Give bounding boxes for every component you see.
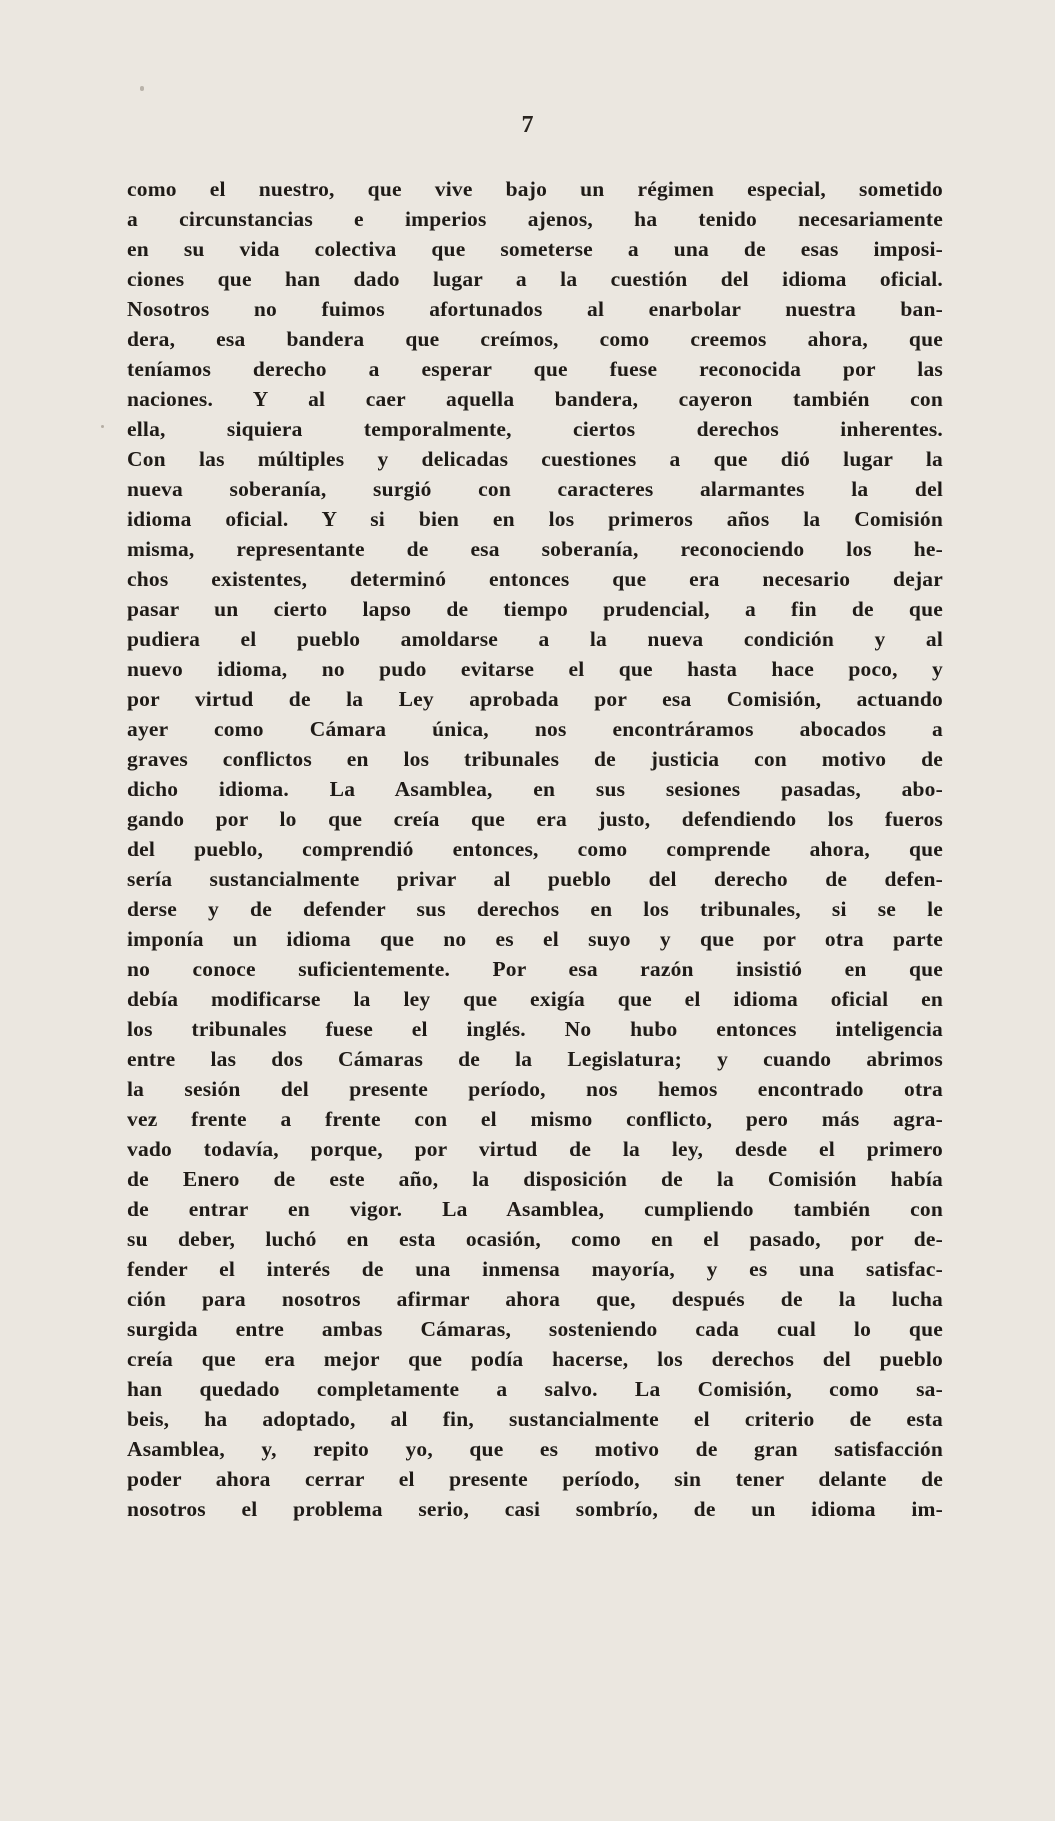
- text-line: por virtud de la Ley aprobada por esa Comisión, actuando: [127, 687, 943, 711]
- text-line: Asamblea, y, repito yo, que es motivo de gran satisfacción: [127, 1437, 943, 1461]
- text-line: ciones que han dado lugar a la cuestión del idioma oficial.: [127, 267, 943, 291]
- text-line: nosotros el problema serio, casi sombrío, de un idioma im-: [127, 1497, 943, 1521]
- text-line: nueva soberanía, surgió con caracteres alarmantes la del: [127, 477, 943, 501]
- text-line: chos existentes, determinó entonces que era necesario dejar: [127, 567, 943, 591]
- text-line: pasar un cierto lapso de tiempo prudencial, a fin de que: [127, 597, 943, 621]
- text-line: los tribunales fuese el inglés. No hubo entonces inteligencia: [127, 1017, 943, 1041]
- text-line: han quedado completamente a salvo. La Comisión, como sa-: [127, 1377, 943, 1401]
- text-line: la sesión del presente período, nos hemos encontrado otra: [127, 1077, 943, 1101]
- text-line: vez frente a frente con el mismo conflicto, pero más agra-: [127, 1107, 943, 1131]
- text-line: poder ahora cerrar el presente período, sin tener delante de: [127, 1467, 943, 1491]
- text-line: fender el interés de una inmensa mayoría, y es una satisfac-: [127, 1257, 943, 1281]
- text-line: como el nuestro, que vive bajo un régimen especial, sometido: [127, 177, 943, 201]
- text-line: no conoce suficientemente. Por esa razón insistió en que: [127, 957, 943, 981]
- text-line: de Enero de este año, la disposición de la Comisión había: [127, 1167, 943, 1191]
- text-line: debía modificarse la ley que exigía que el idioma oficial en: [127, 987, 943, 1011]
- text-line: vado todavía, porque, por virtud de la ley, desde el primero: [127, 1137, 943, 1161]
- body-text: [127, 174, 943, 1524]
- text-line: dera, esa bandera que creímos, como creemos ahora, que: [127, 327, 943, 351]
- text-line: sería sustancialmente privar al pueblo del derecho de defen-: [127, 867, 943, 891]
- text-line: ella, siquiera temporalmente, ciertos derechos inherentes.: [127, 417, 943, 441]
- text-line: del pueblo, comprendió entonces, como comprende ahora, que: [127, 837, 943, 861]
- text-line: misma, representante de esa soberanía, reconociendo los he-: [127, 537, 943, 561]
- text-line: graves conflictos en los tribunales de justicia con motivo de: [127, 747, 943, 771]
- text-line: a circunstancias e imperios ajenos, ha tenido necesariamente: [127, 207, 943, 231]
- text-line: Nosotros no fuimos afortunados al enarbolar nuestra ban-: [127, 297, 943, 321]
- text-line: Con las múltiples y delicadas cuestiones a que dió lugar la: [127, 447, 943, 471]
- text-line: derse y de defender sus derechos en los tribunales, si se le: [127, 897, 943, 921]
- text-line: imponía un idioma que no es el suyo y que por otra parte: [127, 927, 943, 951]
- text-line: de entrar en vigor. La Asamblea, cumpliendo también con: [127, 1197, 943, 1221]
- paper-speck: [101, 425, 104, 428]
- text-line: dicho idioma. La Asamblea, en sus sesiones pasadas, abo-: [127, 777, 943, 801]
- text-line: ayer como Cámara única, nos encontráramos abocados a: [127, 717, 943, 741]
- text-line: su deber, luchó en esta ocasión, como en el pasado, por de-: [127, 1227, 943, 1251]
- text-line: entre las dos Cámaras de la Legislatura; y cuando abrimos: [127, 1047, 943, 1071]
- page-number: 7: [521, 112, 534, 138]
- text-line: en su vida colectiva que someterse a una de esas imposi-: [127, 237, 943, 261]
- text-line: ción para nosotros afirmar ahora que, después de la lucha: [127, 1287, 943, 1311]
- text-line: idioma oficial. Y si bien en los primeros años la Comisión: [127, 507, 943, 531]
- text-line: nuevo idioma, no pudo evitarse el que hasta hace poco, y: [127, 657, 943, 681]
- text-line: naciones. Y al caer aquella bandera, cayeron también con: [127, 387, 943, 411]
- text-line: creía que era mejor que podía hacerse, los derechos del pueblo: [127, 1347, 943, 1371]
- text-line: gando por lo que creía que era justo, defendiendo los fueros: [127, 807, 943, 831]
- text-line: surgida entre ambas Cámaras, sosteniendo cada cual lo que: [127, 1317, 943, 1341]
- paper-speck: [140, 86, 144, 91]
- text-line: pudiera el pueblo amoldarse a la nueva condición y al: [127, 627, 943, 651]
- text-line: teníamos derecho a esperar que fuese reconocida por las: [127, 357, 943, 381]
- text-line: beis, ha adoptado, al fin, sustancialmente el criterio de esta: [127, 1407, 943, 1431]
